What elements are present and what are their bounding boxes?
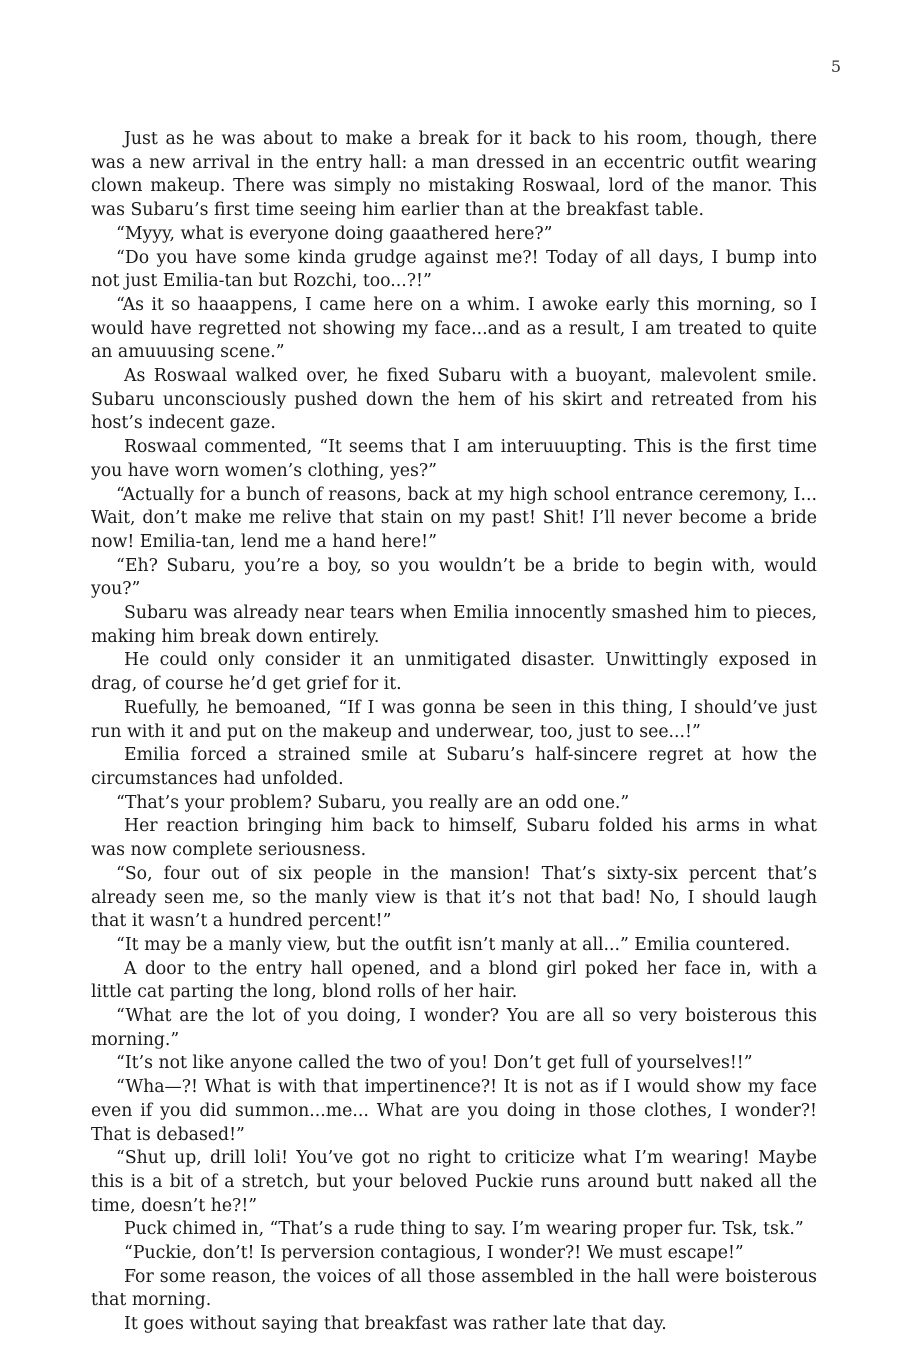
paragraph: Emilia forced a strained smile at Subaru’s half-sincere regret at how the circumstances had unfolded. bbox=[91, 745, 817, 789]
paragraph: “What are the lot of you doing, I wonder? You are all so very boisterous this morning.” bbox=[91, 1006, 817, 1050]
paragraph: “So, four out of six people in the mansion! That’s sixty-six percent that’s already seen me, so the manly view is that it’s not that bad! No, I should laugh that it wasn’t a hundred percent!” bbox=[91, 863, 817, 932]
body-text bbox=[91, 128, 817, 1337]
page-number: 5 bbox=[830, 57, 841, 76]
paragraph: Puck chimed in, “That’s a rude thing to say. I’m wearing proper fur. Tsk, tsk.” bbox=[124, 1219, 804, 1240]
paragraph: “Eh? Subaru, you’re a boy, so you wouldn’t be a bride to begin with, would you?” bbox=[91, 555, 817, 600]
paragraph: “Shut up, drill loli! You’ve got no right to criticize what I’m wearing! Maybe this is a bit of a stretch, but your beloved Puckie runs around butt naked all the time, doesn’t he?!” bbox=[91, 1148, 817, 1216]
paragraph: Ruefully, he bemoaned, “If I was gonna be seen in this thing, I should’ve just run with it and put on the makeup and underwear, too, just to see...!” bbox=[91, 697, 817, 742]
paragraph: He could only consider it an unmitigated disaster. Unwittingly exposed in drag, of course he’d get grief for it. bbox=[91, 650, 817, 695]
paragraph: “Do you have some kinda grudge against me?! Today of all days, I bump into not just Emilia-tan but Rozchi, too...?!” bbox=[91, 247, 817, 292]
paragraph: Subaru was already near tears when Emilia innocently smashed him to pieces, making him break down entirely. bbox=[91, 603, 817, 647]
paragraph: Just as he was about to make a break for it back to his room, though, there was a new arrival in the entry hall: a man dressed in an eccentric outfit wearing clown makeup. There was simply no mistaking Roswaal, lord of the manor. This was Subaru’s first time seeing him earlier than at the breakfast table. bbox=[91, 129, 817, 221]
paragraph: A door to the entry hall opened, and a blond girl poked her face in, with a little cat parting the long, blond rolls of her hair. bbox=[91, 958, 817, 1003]
paragraph: It goes without saying that breakfast was rather late that day. bbox=[124, 1314, 667, 1335]
paragraph: “Puckie, don’t! Is perversion contagious, I wonder?! We must escape!” bbox=[124, 1243, 744, 1264]
paragraph: “That’s your problem? Subaru, you really are an odd one.” bbox=[116, 792, 630, 813]
paragraph: As Roswaal walked over, he fixed Subaru with a buoyant, malevolent smile. Subaru unconsciously pushed down the hem of his skirt and retreated from his host’s indecent gaze. bbox=[91, 366, 817, 434]
paragraph: “Myyy, what is everyone doing gaaathered here?” bbox=[116, 223, 553, 244]
paragraph: For some reason, the voices of all those assembled in the hall were boisterous that morning. bbox=[91, 1266, 817, 1311]
paragraph: Roswaal commented, “It seems that I am interuuupting. This is the first time you have worn women’s clothing, yes?” bbox=[91, 437, 817, 481]
paragraph: Her reaction bringing him back to himself, Subaru folded his arms in what was now complete seriousness. bbox=[91, 816, 817, 861]
paragraph: “Actually for a bunch of reasons, back at my high school entrance ceremony, I... Wait, don’t make me relive that stain on my past! Shit! I’ll never become a bride now! Emilia-tan, lend me a hand here!” bbox=[91, 484, 817, 552]
paragraph: “As it so haaappens, I came here on a whim. I awoke early this morning, so I would have regretted not showing my face...and as a result, I am treated to quite an amuuusing scene.” bbox=[91, 294, 817, 363]
paragraph: “Wha—?! What is with that impertinence?! It is not as if I would show my face even if you did summon...me... What are you doing in those clothes, I wonder?! That is debased!” bbox=[91, 1077, 817, 1145]
paragraph: “It’s not like anyone called the two of you! Don’t get full of yourselves!!” bbox=[116, 1053, 753, 1074]
paragraph: “It may be a manly view, but the outfit isn’t manly at all...” Emilia countered. bbox=[116, 934, 791, 955]
